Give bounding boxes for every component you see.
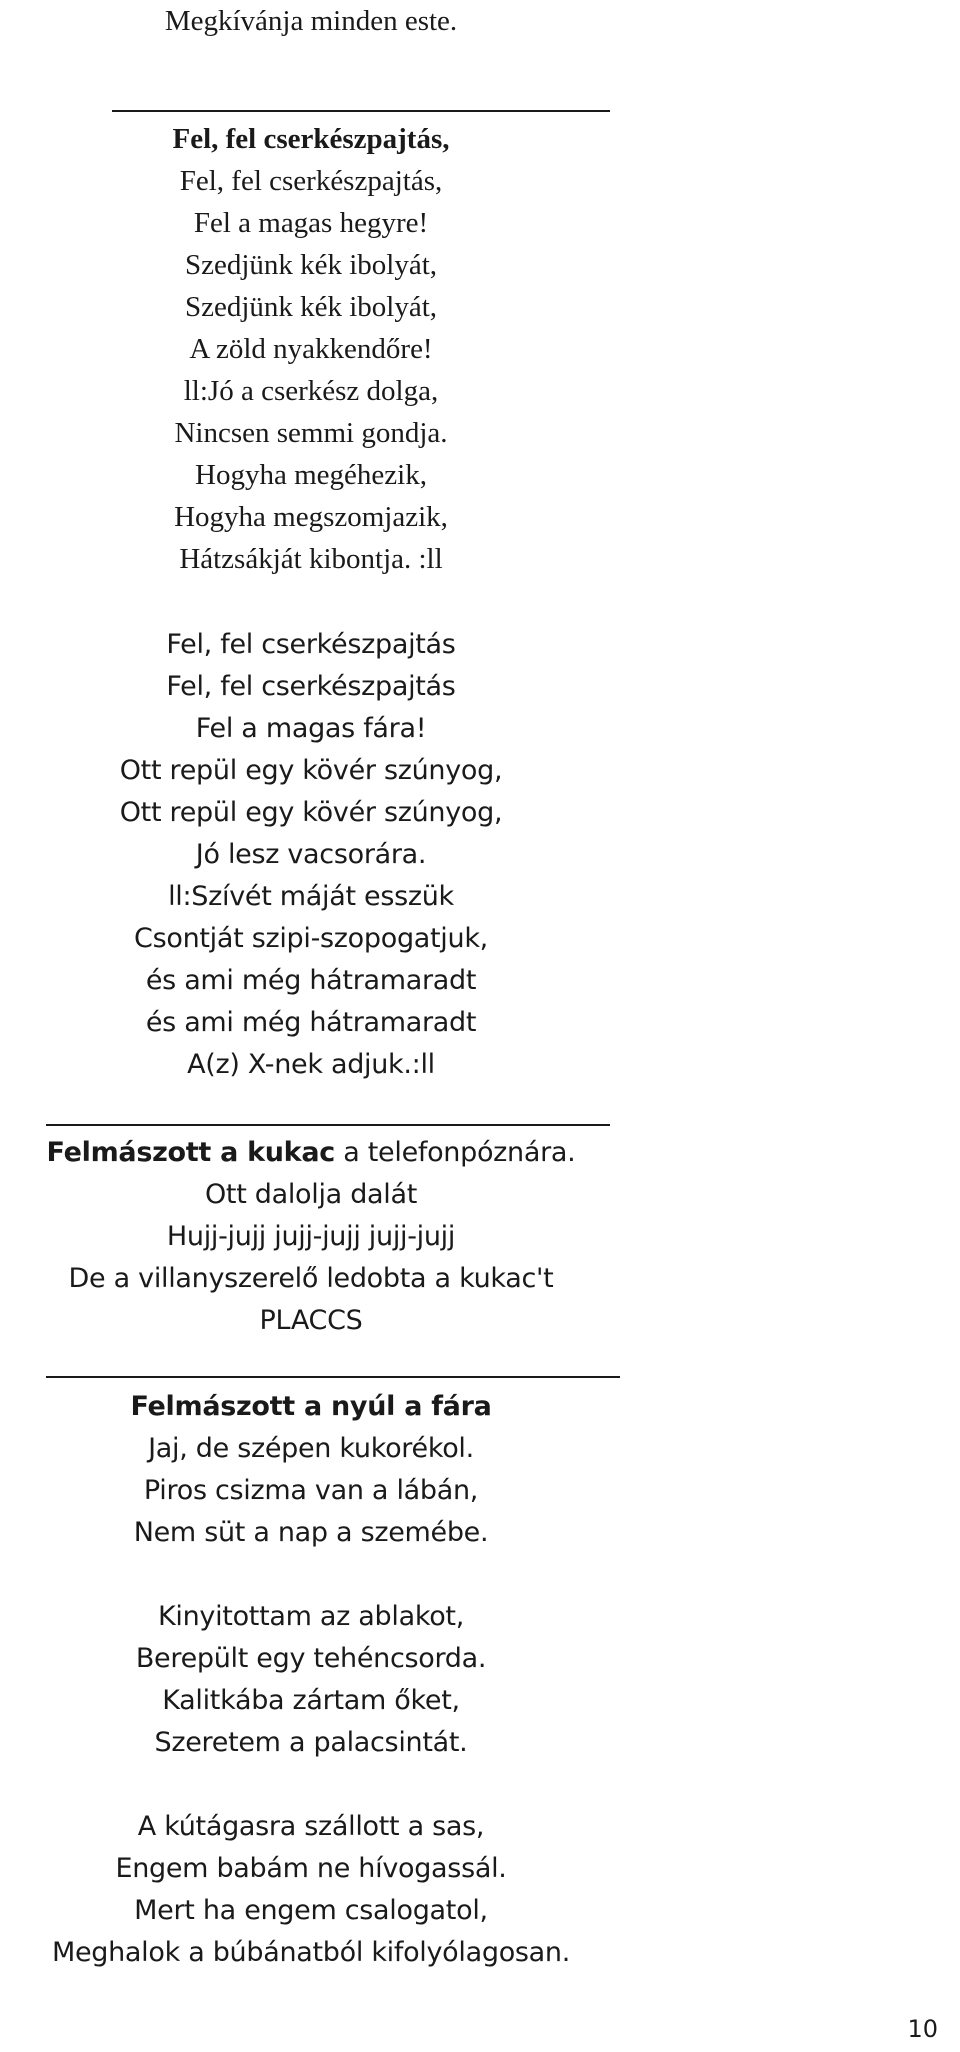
lyric-line: ll:Jó a cserkész dolga, xyxy=(183,375,439,407)
separator-2 xyxy=(46,1124,610,1126)
lyric-line: Fel a magas hegyre! xyxy=(193,207,429,239)
lyric-line: Hujj-jujj jujj-jujj jujj-jujj xyxy=(166,1221,456,1252)
lyric-line: Kalitkába zártam őket, xyxy=(162,1685,460,1716)
song-nyul xyxy=(0,1386,622,1974)
intro-block xyxy=(0,0,622,42)
lyric-line: Szeretem a palacsintát. xyxy=(154,1727,468,1758)
lyric-line: Ott repül egy kövér szúnyog, xyxy=(119,755,503,786)
lyric-line: Hogyha megéhezik, xyxy=(195,459,427,491)
lyric-line: Hogyha megszomjazik, xyxy=(174,501,448,533)
separator-3 xyxy=(46,1376,620,1378)
song-title: Fel, fel cserkészpajtás, xyxy=(172,123,450,155)
lyric-line: A kútágasra szállott a sas, xyxy=(137,1811,485,1842)
intro-line: Megkívánja minden este. xyxy=(164,5,458,37)
lyric-line: Fel a magas fára! xyxy=(195,713,427,744)
lyric-line: és ami még hátramaradt xyxy=(145,965,477,996)
lyric-line: Szedjünk kék ibolyát, xyxy=(184,291,438,323)
lyric-line: ll:Szívét máját esszük xyxy=(168,881,454,912)
lyric-line: PLACCS xyxy=(259,1305,363,1336)
song-title: Felmászott a kukac xyxy=(46,1137,335,1168)
page-number: 10 xyxy=(907,2015,938,2043)
lyric-line: és ami még hátramaradt xyxy=(145,1007,477,1038)
song-title: Felmászott a nyúl a fára xyxy=(130,1391,492,1422)
song-title-rest: a telefonpóznára. xyxy=(334,1137,576,1168)
lyric-line: A zöld nyakkendőre! xyxy=(189,333,433,365)
lyric-line: Csontját szipi-szopogatjuk, xyxy=(134,923,488,954)
lyric-line: Fel, fel cserkészpajtás, xyxy=(179,165,443,197)
lyric-line: Jaj, de szépen kukorékol. xyxy=(148,1433,474,1464)
lyric-line: Berepült egy tehéncsorda. xyxy=(135,1643,487,1674)
lyric-line: A(z) X-nek adjuk.:ll xyxy=(187,1049,435,1080)
lyric-line: Fel, fel cserkészpajtás xyxy=(166,671,456,702)
lyric-line: Nincsen semmi gondja. xyxy=(174,417,448,449)
lyric-line: Ott repül egy kövér szúnyog, xyxy=(119,797,503,828)
lyric-line: Nem süt a nap a szemébe. xyxy=(133,1517,489,1548)
stanza-gap xyxy=(0,1554,622,1596)
lyric-line: Szedjünk kék ibolyát, xyxy=(184,249,438,281)
lyric-line: Meghalok a búbánatból kifolyólagosan. xyxy=(51,1937,571,1968)
lyric-line: Kinyitottam az ablakot, xyxy=(158,1601,464,1632)
lyric-line: Engem babám ne hívogassál. xyxy=(115,1853,507,1884)
song-cserkeszpajtas xyxy=(0,118,622,580)
song-title-line xyxy=(0,1132,622,1174)
lyric-line: De a villanyszerelő ledobta a kukac't xyxy=(68,1263,554,1294)
stanza-gap xyxy=(0,1764,622,1806)
lyric-line: Jó lesz vacsorára. xyxy=(195,839,427,870)
lyric-line: Fel, fel cserkészpajtás xyxy=(166,629,456,660)
lyric-line: Piros csizma van a lábán, xyxy=(143,1475,479,1506)
song-kukac xyxy=(0,1132,622,1342)
lyric-line: Hátzsákját kibontja. :ll xyxy=(179,543,443,575)
song-cserkeszpajtas-verse2 xyxy=(0,624,622,1086)
separator-1 xyxy=(112,110,610,112)
lyric-line: Mert ha engem csalogatol, xyxy=(134,1895,488,1926)
lyric-line: Ott dalolja dalát xyxy=(204,1179,418,1210)
